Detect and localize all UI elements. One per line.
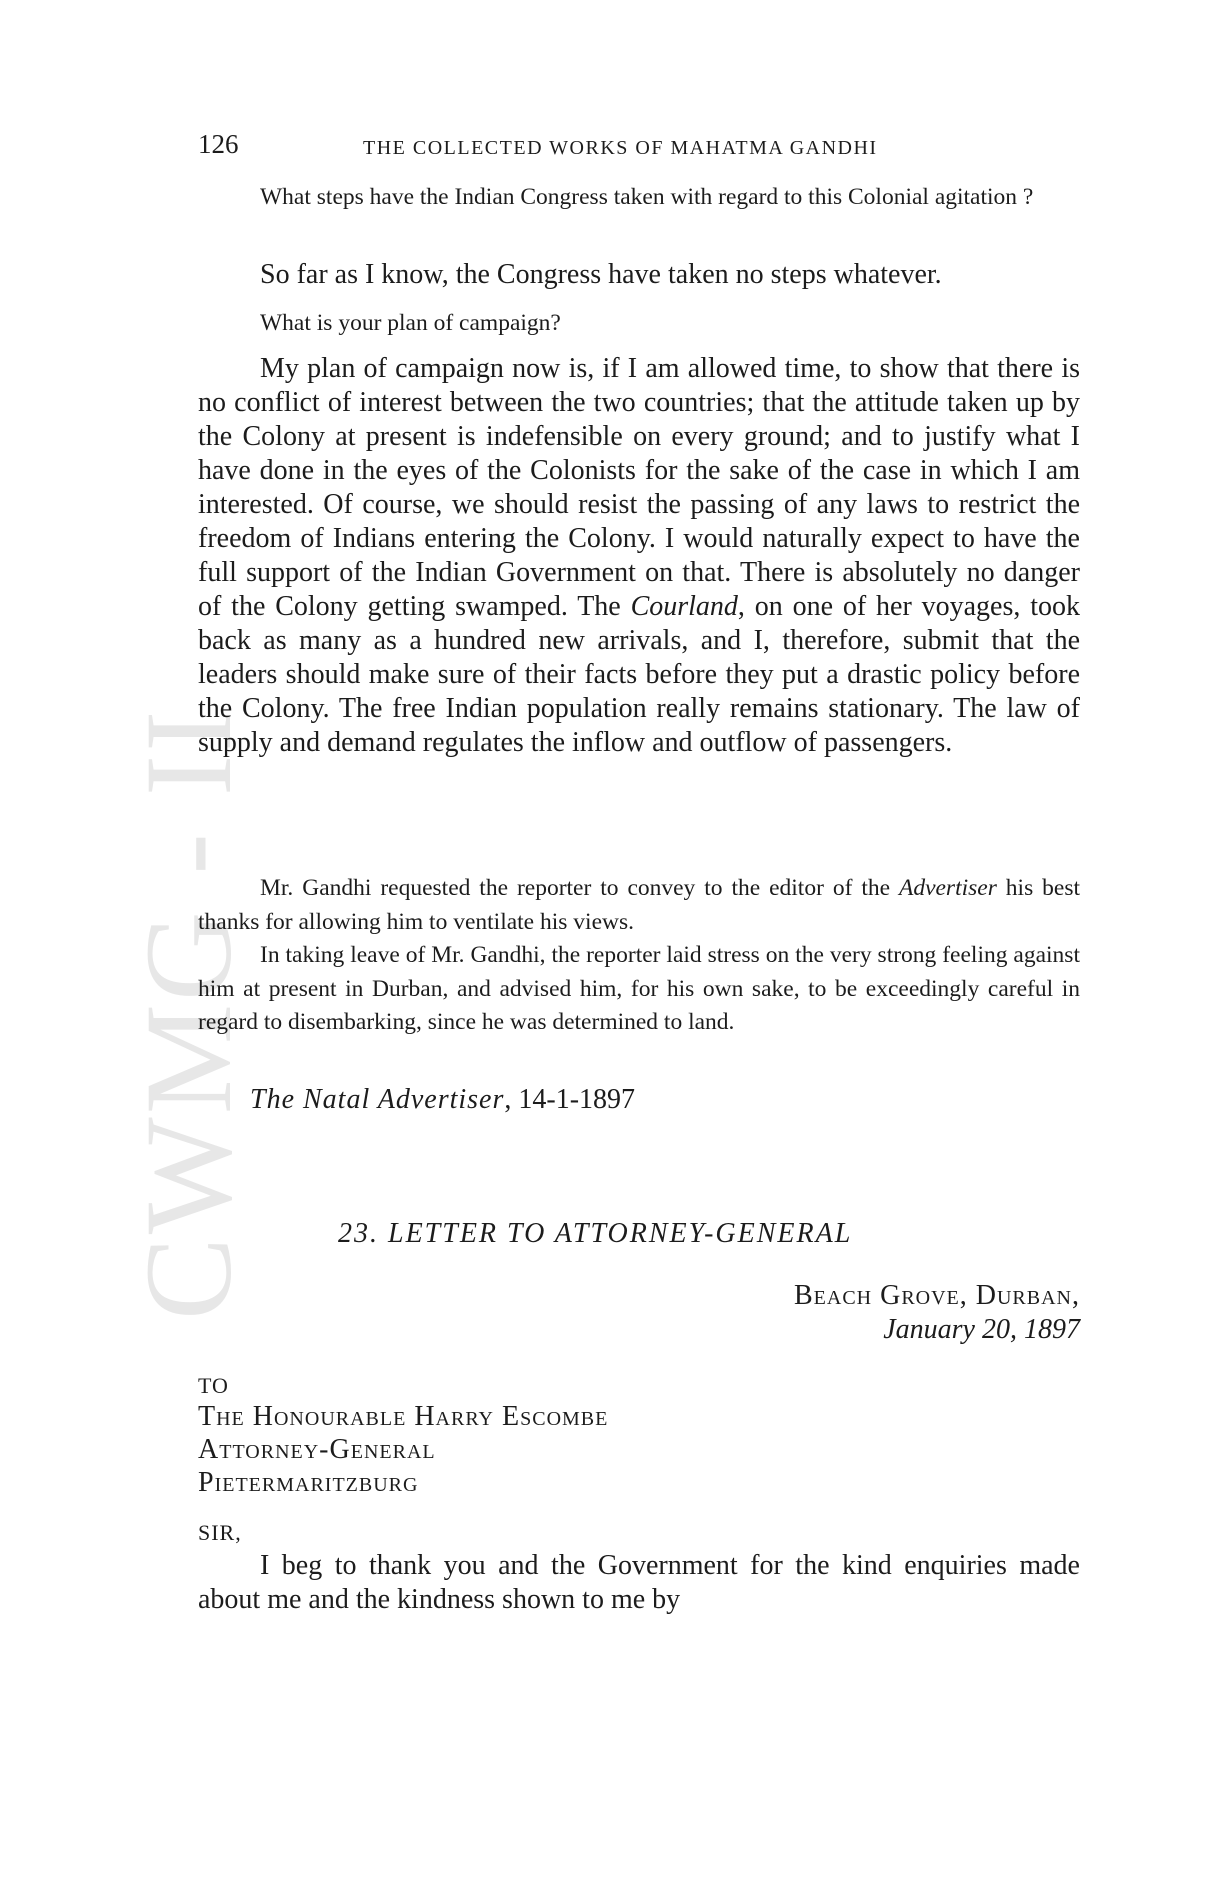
page-number: 126 — [198, 129, 239, 159]
salutation: SIR, — [198, 1520, 242, 1545]
closing-note-1: Mr. Gandhi requested the reporter to convey to the editor of the Advertiser his best thanks for allowing him to ventilate his views. — [198, 875, 1080, 935]
to-label: TO — [198, 1373, 229, 1398]
answer-2 — [198, 352, 1080, 760]
watermark: CWMG - II — [120, 707, 257, 1320]
question-2: What is your plan of campaign? — [260, 310, 561, 336]
letter-address: Beach Grove, Durban, — [793, 1280, 1080, 1311]
answer-1: So far as I know, the Congress have taken no steps whatever. — [260, 259, 942, 290]
letter-body: I beg to thank you and the Government for the kind enquiries made about me and the kindness shown to me by — [198, 1550, 1080, 1615]
source-date: , 14-1-1897 — [504, 1084, 636, 1115]
letter-date: January 20, 1897 — [883, 1314, 1080, 1345]
closing-note-2: In taking leave of Mr. Gandhi, the reporter laid stress on the very strong feeling against him at present in Durban, and advised him, for his own sake, to be exceedingly careful in regard to disembarking, since he was determined to land. — [198, 942, 1080, 1036]
question-1: What steps have the Indian Congress taken with regard to this Colonial agitation ? — [260, 184, 1034, 210]
recipient-name: The Honourable Harry Escombe — [198, 1401, 609, 1432]
answer-2-text-cont: , on one of her voyages, took back as many as a hundred new arrivals, and I, therefore, submit that the leaders should make sure of their facts before they put a drastic policy before the Colony. The free Indian population really remains stationary. The law of supply and demand regulates the inflow and outflow of passengers. — [198, 591, 1080, 758]
recipient-block — [198, 1400, 1080, 1499]
running-title: THE COLLECTED WORKS OF MAHATMA GANDHI — [363, 137, 878, 159]
letter-title: 23. LETTER TO ATTORNEY-GENERAL — [338, 1218, 853, 1249]
newspaper-name: Advertiser — [898, 875, 997, 901]
answer-2-text: My plan of campaign now is, if I am allowed time, to show that there is no conflict of interest between the two countries; that the attitude taken up by the Colony at present is indefensible on every ground; and to justify what I have done in the eyes of the Colonists for the sake of the case in which I am interested. Of course, we should resist the passing of any laws to restrict the freedom of Indians entering the Colony. I would naturally expect to have the full support of the Indian Government on that. There is absolutely no danger of the Colony getting swamped. The — [198, 353, 1080, 622]
ship-name: Courland — [630, 591, 738, 622]
source-paper: The Natal Advertiser — [250, 1084, 505, 1115]
recipient-title: Attorney-General — [198, 1434, 436, 1465]
source-citation — [250, 1084, 1132, 1116]
recipient-place: Pietermaritzburg — [198, 1467, 419, 1498]
